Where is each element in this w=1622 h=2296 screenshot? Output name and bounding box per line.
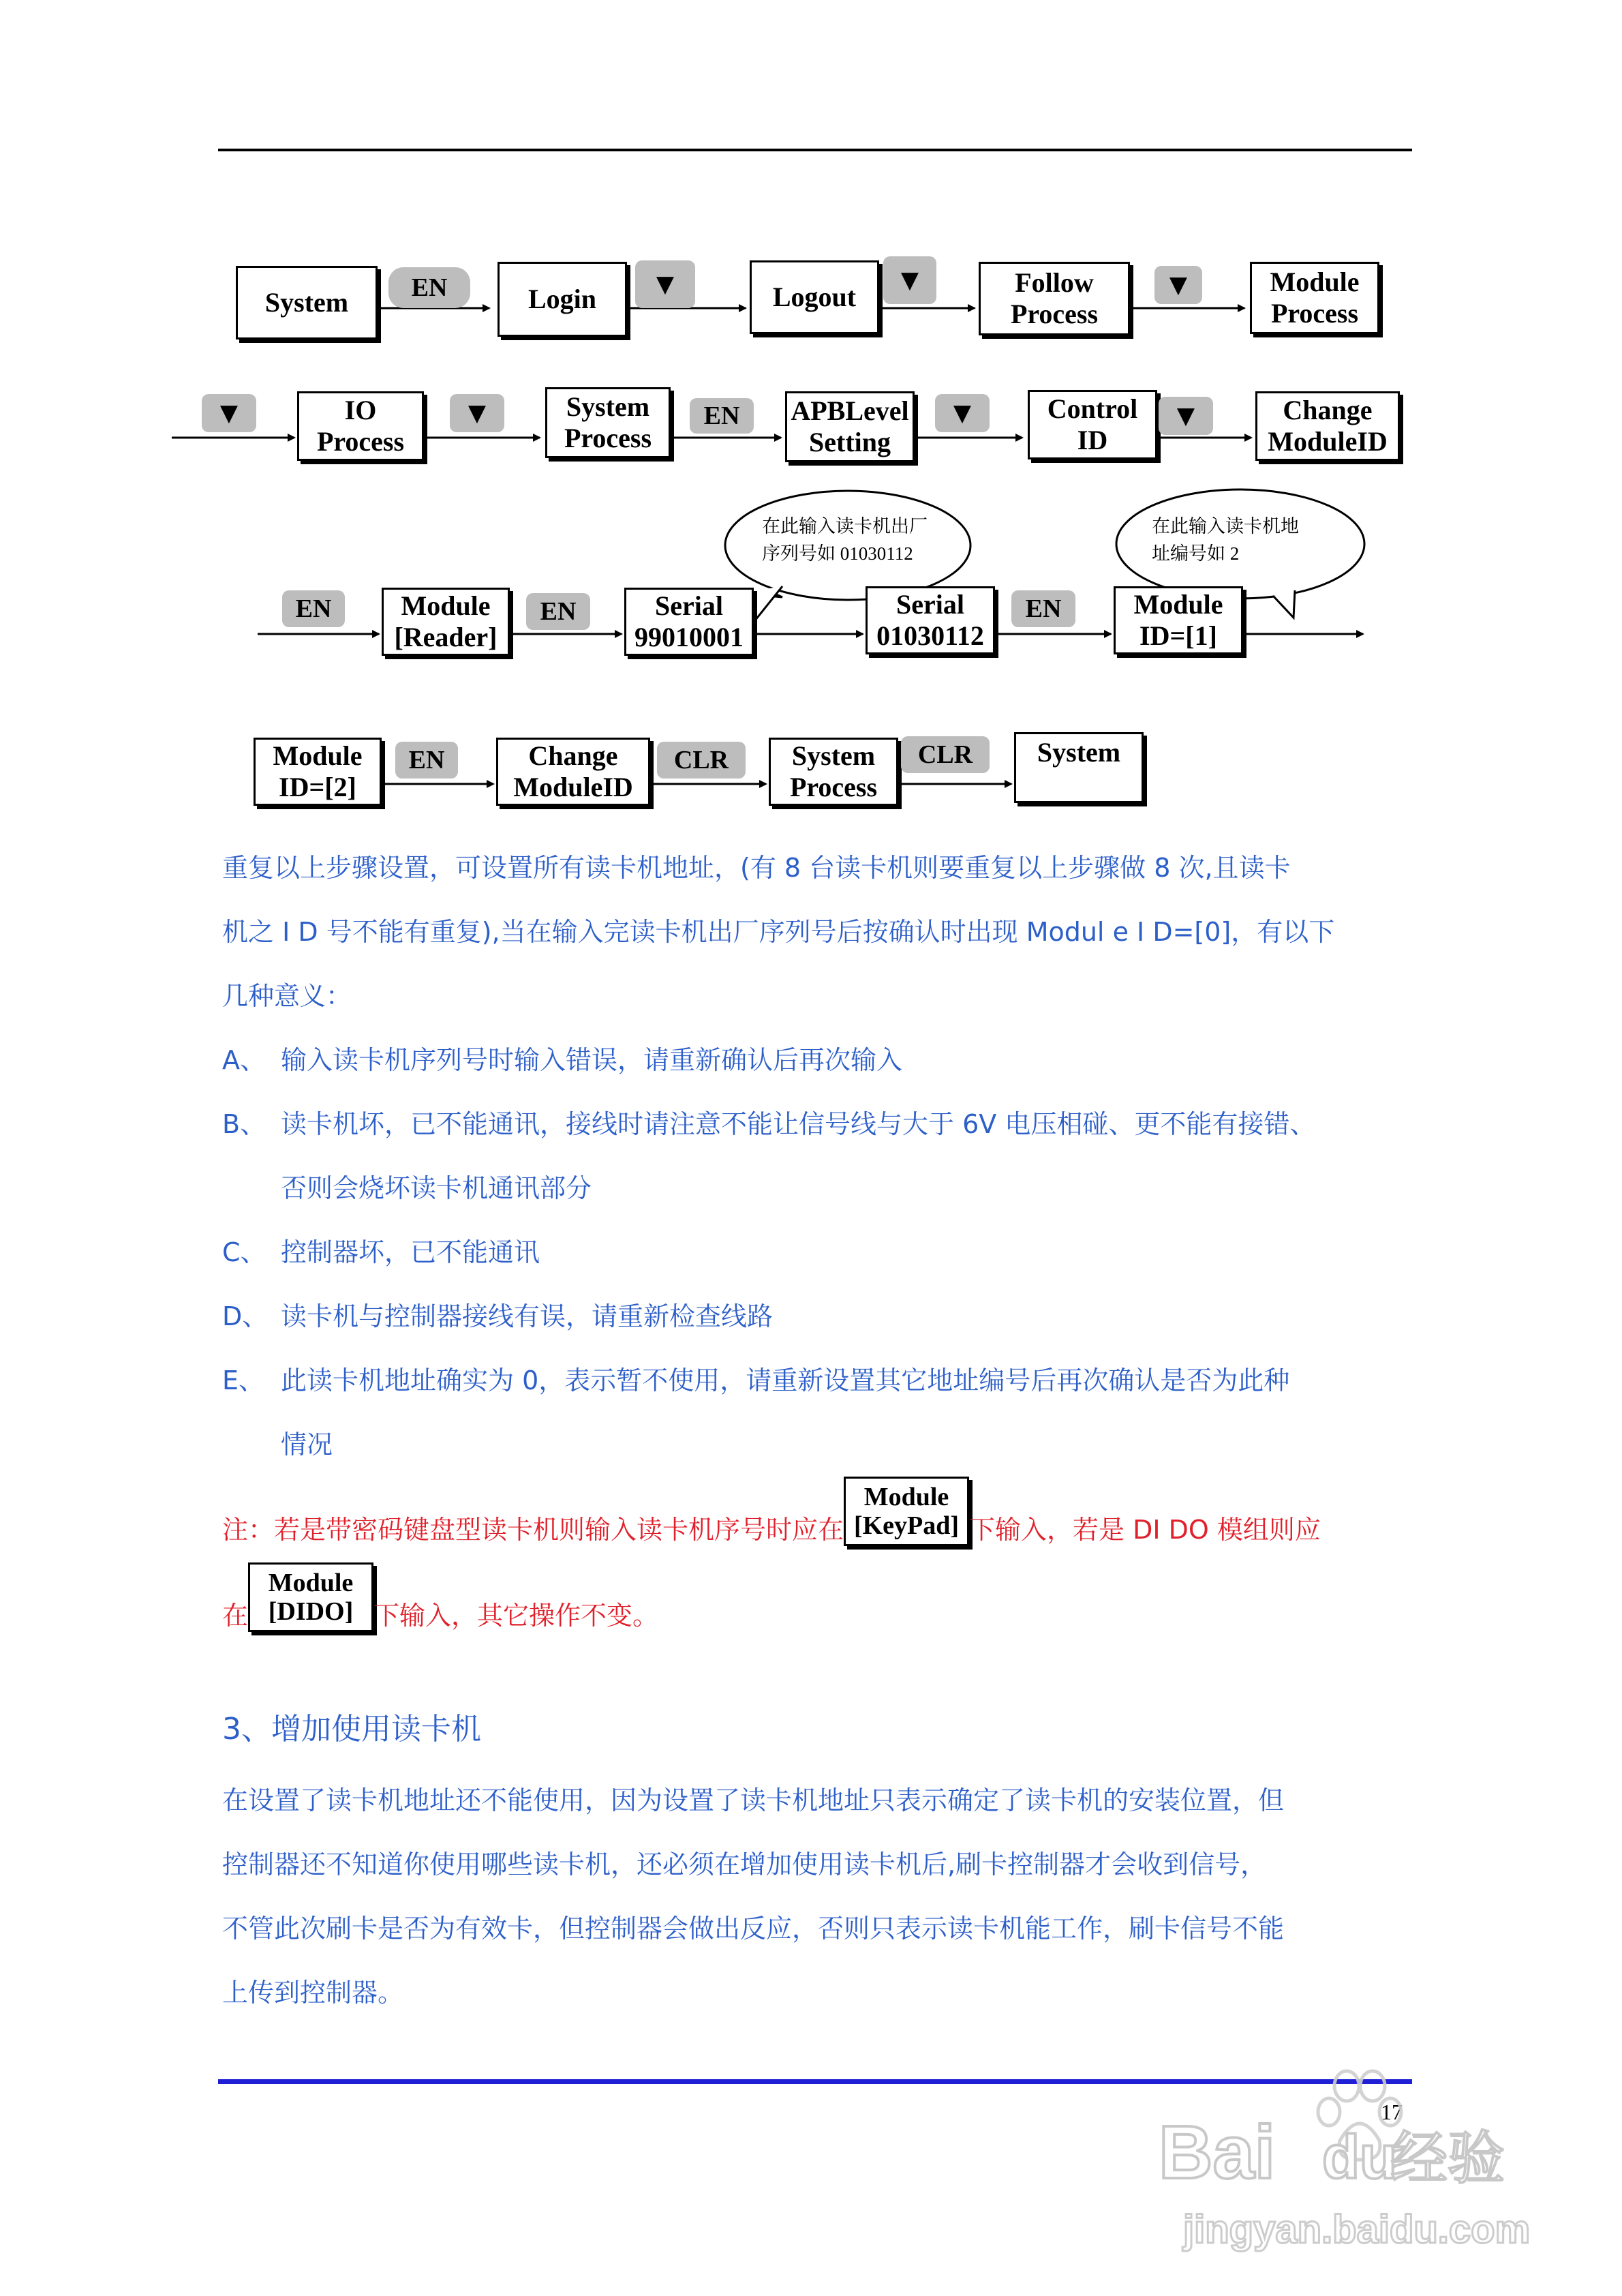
watermark-du: du — [1322, 2124, 1397, 2192]
text-line: 控制器还不知道你使用哪些读卡机，还必须在增加使用读卡机后,刷卡控制器才会收到信号， — [222, 1849, 1267, 1879]
text-line: 重复以上步骤设置，可设置所有读卡机地址，(有 8 台读卡机则要重复以上步骤做 8 次,且读卡 — [222, 853, 1291, 883]
text-line: 几种意义： — [222, 981, 352, 1011]
box-system-process — [545, 387, 671, 458]
watermark-url: jingyan.baidu.com — [1183, 2207, 1531, 2252]
box-label: [DIDO] — [268, 1597, 354, 1626]
list-item-continuation — [222, 1413, 1422, 1477]
key-en — [526, 593, 590, 630]
list-text: 读卡机坏，已不能通讯，接线时请注意不能让信号线与大于 6V 电压相碰、更不能有接错、 — [281, 1109, 1316, 1139]
inline-box-module-keypad — [844, 1477, 969, 1546]
key-clr — [657, 742, 746, 779]
down-triangle-icon: ▼ — [202, 394, 256, 432]
note-text: 注：若是带密码键盘型读卡机则输入读卡机序号时应在 — [222, 1515, 844, 1545]
note-line-2 — [222, 1562, 658, 1632]
list-item — [222, 1348, 1422, 1413]
box-label: Serial — [896, 589, 964, 620]
note-text: 下输入，其它操作不变。 — [373, 1601, 659, 1631]
key-label: EN — [411, 273, 448, 302]
down-triangle-icon: ▼ — [883, 256, 936, 304]
box-module-process — [1250, 262, 1379, 334]
down-triangle-icon: ▼ — [635, 260, 695, 308]
box-label: Module — [1133, 589, 1223, 620]
list-item — [222, 1284, 1422, 1348]
box-label: Process — [564, 423, 652, 453]
inline-box-module-dido — [248, 1562, 373, 1632]
box-label: Process — [789, 772, 878, 802]
key-en — [388, 267, 470, 308]
meaning-list — [222, 1028, 1422, 1477]
box-label: [KeyPad] — [853, 1511, 960, 1540]
box-label: Process — [316, 426, 405, 457]
note-line-1 — [222, 1477, 1321, 1546]
key-en — [1011, 590, 1075, 627]
baidu-watermark-logo — [1159, 2059, 1540, 2256]
list-text: 否则会烧坏读卡机通讯部分 — [281, 1173, 592, 1203]
box-label: Module — [268, 1569, 354, 1597]
speech-bubble-module-id — [1152, 513, 1299, 567]
list-text: 控制器坏，已不能通讯 — [281, 1237, 540, 1267]
key-label: CLR — [917, 740, 973, 769]
key-label: EN — [540, 597, 577, 626]
paragraph-add-reader — [222, 1768, 1416, 2025]
box-module-id-1 — [1114, 586, 1243, 654]
list-marker: E、 — [222, 1365, 265, 1395]
box-label: Module — [273, 740, 363, 771]
key-label: EN — [408, 746, 445, 774]
box-label: Module — [401, 590, 491, 621]
box-label: ModuleID — [1268, 426, 1388, 457]
box-module-reader — [382, 588, 510, 656]
text-line: 上传到控制器。 — [222, 1978, 404, 2008]
box-login — [498, 262, 627, 337]
key-label: EN — [295, 594, 332, 623]
box-change-moduleid — [496, 738, 650, 806]
box-label: System — [264, 287, 349, 318]
box-label: ModuleID — [513, 772, 633, 802]
list-item — [222, 1220, 1422, 1284]
box-label: ID=[1] — [1139, 620, 1217, 651]
page-number: 17 — [1381, 2100, 1403, 2124]
bubble-line: 在此输入读卡机出厂 — [762, 516, 928, 537]
box-label: Module — [863, 1483, 949, 1511]
box-label: Setting — [809, 427, 891, 457]
note-text: 在 — [222, 1601, 249, 1631]
list-item — [222, 1028, 1422, 1092]
box-label: 99010001 — [634, 622, 744, 652]
box-apblevel-setting — [785, 391, 915, 462]
box-label: System — [791, 740, 876, 771]
box-system — [1014, 732, 1144, 803]
list-marker: D、 — [222, 1301, 269, 1331]
box-label: Process — [1270, 298, 1359, 329]
box-label: IO — [344, 395, 377, 425]
text-line: 不管此次刷卡是否为有效卡，但控制器会做出反应，否则只表示读卡机能工作，刷卡信号不能 — [222, 1914, 1285, 1944]
list-marker: C、 — [222, 1237, 266, 1267]
paragraph-intro — [222, 836, 1416, 1028]
list-item-continuation — [222, 1156, 1422, 1220]
note-text: 下输入，若是 DI DO 模组则应 — [969, 1515, 1321, 1545]
list-text: 情况 — [281, 1430, 333, 1460]
key-clr — [901, 736, 990, 773]
list-marker: A、 — [222, 1045, 266, 1075]
bubble-line: 在此输入读卡机地 — [1152, 516, 1299, 537]
watermark-brand: Bai — [1159, 2111, 1276, 2194]
box-follow-process — [979, 262, 1130, 335]
box-control-id — [1028, 390, 1157, 459]
box-change-moduleid — [1255, 391, 1400, 461]
bubble-line: 址编号如 2 — [1152, 543, 1240, 564]
down-triangle-icon: ▼ — [1154, 266, 1202, 304]
box-label: ID=[2] — [279, 772, 356, 802]
list-item — [222, 1092, 1422, 1156]
down-triangle-icon: ▼ — [450, 394, 504, 432]
speech-bubble-serial — [762, 513, 928, 567]
box-label: ID — [1077, 425, 1108, 455]
box-label: Serial — [655, 590, 723, 621]
bubble-line: 序列号如 01030112 — [762, 543, 913, 564]
box-label: System — [566, 391, 650, 422]
box-label: System — [1037, 737, 1121, 768]
box-label: Change — [528, 740, 618, 771]
text-line: 机之 I D 号不能有重复),当在输入完读卡机出厂序列号后按确认时出现 Modul e I D=[0]，有以下 — [222, 917, 1335, 947]
box-label: Logout — [772, 282, 857, 312]
list-text: 此读卡机地址确实为 0，表示暂不使用，请重新设置其它地址编号后再次确认是否为此种 — [281, 1365, 1290, 1395]
box-label: Login — [527, 284, 597, 314]
key-label: EN — [703, 402, 740, 430]
section-heading: 3、增加使用读卡机 — [222, 1712, 481, 1747]
key-en — [282, 590, 345, 627]
box-label: Control — [1047, 393, 1138, 424]
key-en — [395, 742, 458, 779]
box-system-process — [769, 738, 898, 806]
down-triangle-icon: ▼ — [935, 394, 990, 432]
key-label: EN — [1025, 594, 1062, 623]
list-text: 读卡机与控制器接线有误，请重新检查线路 — [281, 1301, 774, 1331]
key-label: CLR — [673, 746, 729, 774]
box-label: [Reader] — [394, 622, 498, 652]
watermark-cn: 经验 — [1390, 2125, 1505, 2192]
box-system — [236, 266, 378, 339]
box-label: 01030112 — [876, 620, 984, 651]
list-text: 输入读卡机序列号时输入错误，请重新确认后再次输入 — [281, 1045, 903, 1075]
box-label: Module — [1270, 267, 1360, 297]
box-label: Change — [1283, 395, 1373, 425]
box-serial-99010001 — [624, 588, 754, 656]
down-triangle-icon: ▼ — [1159, 397, 1213, 435]
box-label: APBLevel — [791, 395, 909, 426]
box-io-process — [297, 391, 424, 461]
box-serial-01030112 — [866, 586, 995, 654]
key-en — [690, 398, 754, 434]
list-marker: B、 — [222, 1109, 266, 1139]
box-logout — [750, 260, 879, 334]
box-module-id-2 — [254, 738, 382, 806]
box-label: Follow — [1015, 267, 1094, 298]
text-line: 在设置了读卡机地址还不能使用，因为设置了读卡机地址只表示确定了读卡机的安装位置，但 — [222, 1785, 1285, 1815]
box-label: Process — [1010, 299, 1099, 329]
